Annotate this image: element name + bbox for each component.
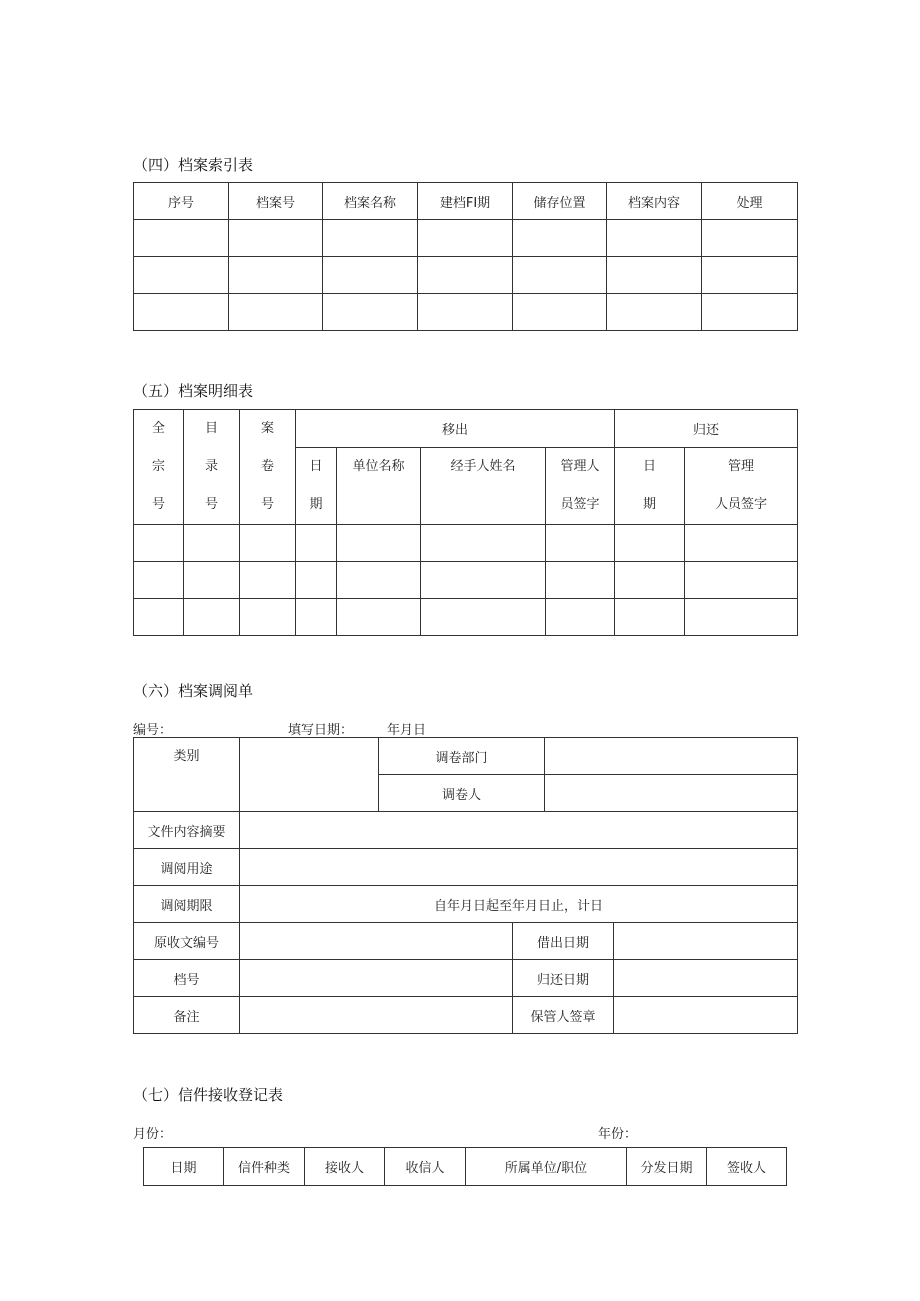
year-month-day: 年月日 bbox=[387, 723, 427, 738]
col-handler-name: 经手人姓名 bbox=[421, 448, 546, 525]
dept-label: 调卷部门 bbox=[379, 738, 545, 775]
return-date-label: 归还日期 bbox=[513, 960, 614, 997]
category-value[interactable] bbox=[240, 738, 379, 812]
orig-no-label: 原收文编号 bbox=[134, 923, 240, 960]
period-label: 调阅期限 bbox=[134, 886, 240, 923]
section-5-title: （五）档案明细表 bbox=[133, 382, 254, 400]
person-label: 调卷人 bbox=[379, 775, 545, 812]
file-no-value[interactable] bbox=[240, 960, 513, 997]
header-date: 日期 bbox=[144, 1148, 224, 1186]
group-return: 归还 bbox=[615, 410, 798, 448]
header-archive-no: 档案号 bbox=[229, 183, 323, 220]
purpose-label: 调阅用途 bbox=[134, 849, 240, 886]
borrow-date-label: 借出日期 bbox=[513, 923, 614, 960]
col-catalog-no: 目 录 号 bbox=[184, 410, 240, 525]
header-receiver: 接收人 bbox=[305, 1148, 385, 1186]
borrow-date-value[interactable] bbox=[614, 923, 798, 960]
dept-value[interactable] bbox=[545, 738, 798, 775]
category-label: 类别 bbox=[134, 738, 240, 812]
table-row bbox=[134, 257, 798, 294]
period-text: 自年月日起至年月日止，计日 bbox=[240, 886, 798, 923]
col-date-out: 日 期 bbox=[296, 448, 337, 525]
col-manager-sign: 管理人 员签字 bbox=[546, 448, 615, 525]
header-signee: 签收人 bbox=[707, 1148, 787, 1186]
header-create-date bbox=[418, 183, 513, 220]
table-row bbox=[134, 525, 798, 562]
summary-value[interactable] bbox=[240, 812, 798, 849]
keeper-sign-label: 保管人签章 bbox=[513, 997, 614, 1034]
letter-receipt-table bbox=[143, 1147, 787, 1186]
orig-no-value[interactable] bbox=[240, 923, 513, 960]
header-archive-name: 档案名称 bbox=[323, 183, 418, 220]
section-4-title: （四）档案索引表 bbox=[133, 156, 254, 174]
purpose-value[interactable] bbox=[240, 849, 798, 886]
keeper-sign-value[interactable] bbox=[614, 997, 798, 1034]
file-no-label: 档号 bbox=[134, 960, 240, 997]
remark-label: 备注 bbox=[134, 997, 240, 1034]
person-value[interactable] bbox=[545, 775, 798, 812]
header-serial: 序号 bbox=[134, 183, 229, 220]
header-process: 处理 bbox=[702, 183, 798, 220]
table-row bbox=[134, 599, 798, 636]
header-distribute-date: 分发日期 bbox=[627, 1148, 707, 1186]
remark-value[interactable] bbox=[240, 997, 513, 1034]
number-label: 编号： bbox=[133, 723, 173, 738]
archive-borrow-form bbox=[133, 737, 798, 1034]
section-7-title: （七）信件接收登记表 bbox=[133, 1086, 284, 1104]
section-6-title: （六）档案调阅单 bbox=[133, 682, 254, 700]
fill-date-label: 填写日期： bbox=[288, 723, 354, 738]
col-date-return: 日 期 bbox=[615, 448, 685, 525]
header-letter-type: 信件种类 bbox=[224, 1148, 305, 1186]
return-date-value[interactable] bbox=[614, 960, 798, 997]
archive-detail-table bbox=[133, 409, 798, 636]
col-manager-sign-return: 管理 人员签字 bbox=[685, 448, 798, 525]
header-addressee: 收信人 bbox=[385, 1148, 466, 1186]
header-unit-position: 所属单位/职位 bbox=[466, 1148, 627, 1186]
archive-index-table bbox=[133, 182, 798, 331]
col-fonds-no: 全 宗 号 bbox=[134, 410, 184, 525]
header-content: 档案内容 bbox=[607, 183, 702, 220]
table-row bbox=[134, 294, 798, 331]
header-storage: 储存位置 bbox=[513, 183, 607, 220]
col-volume-no: 案 卷 号 bbox=[240, 410, 296, 525]
group-move-out: 移出 bbox=[296, 410, 615, 448]
month-label: 月份： bbox=[133, 1127, 173, 1142]
table-row bbox=[134, 220, 798, 257]
year-label: 年份： bbox=[598, 1127, 638, 1142]
col-unit-name: 单位名称 bbox=[337, 448, 421, 525]
header-create-date-label: 建档FI期 bbox=[439, 195, 491, 211]
table-row bbox=[134, 562, 798, 599]
summary-label: 文件内容摘要 bbox=[134, 812, 240, 849]
